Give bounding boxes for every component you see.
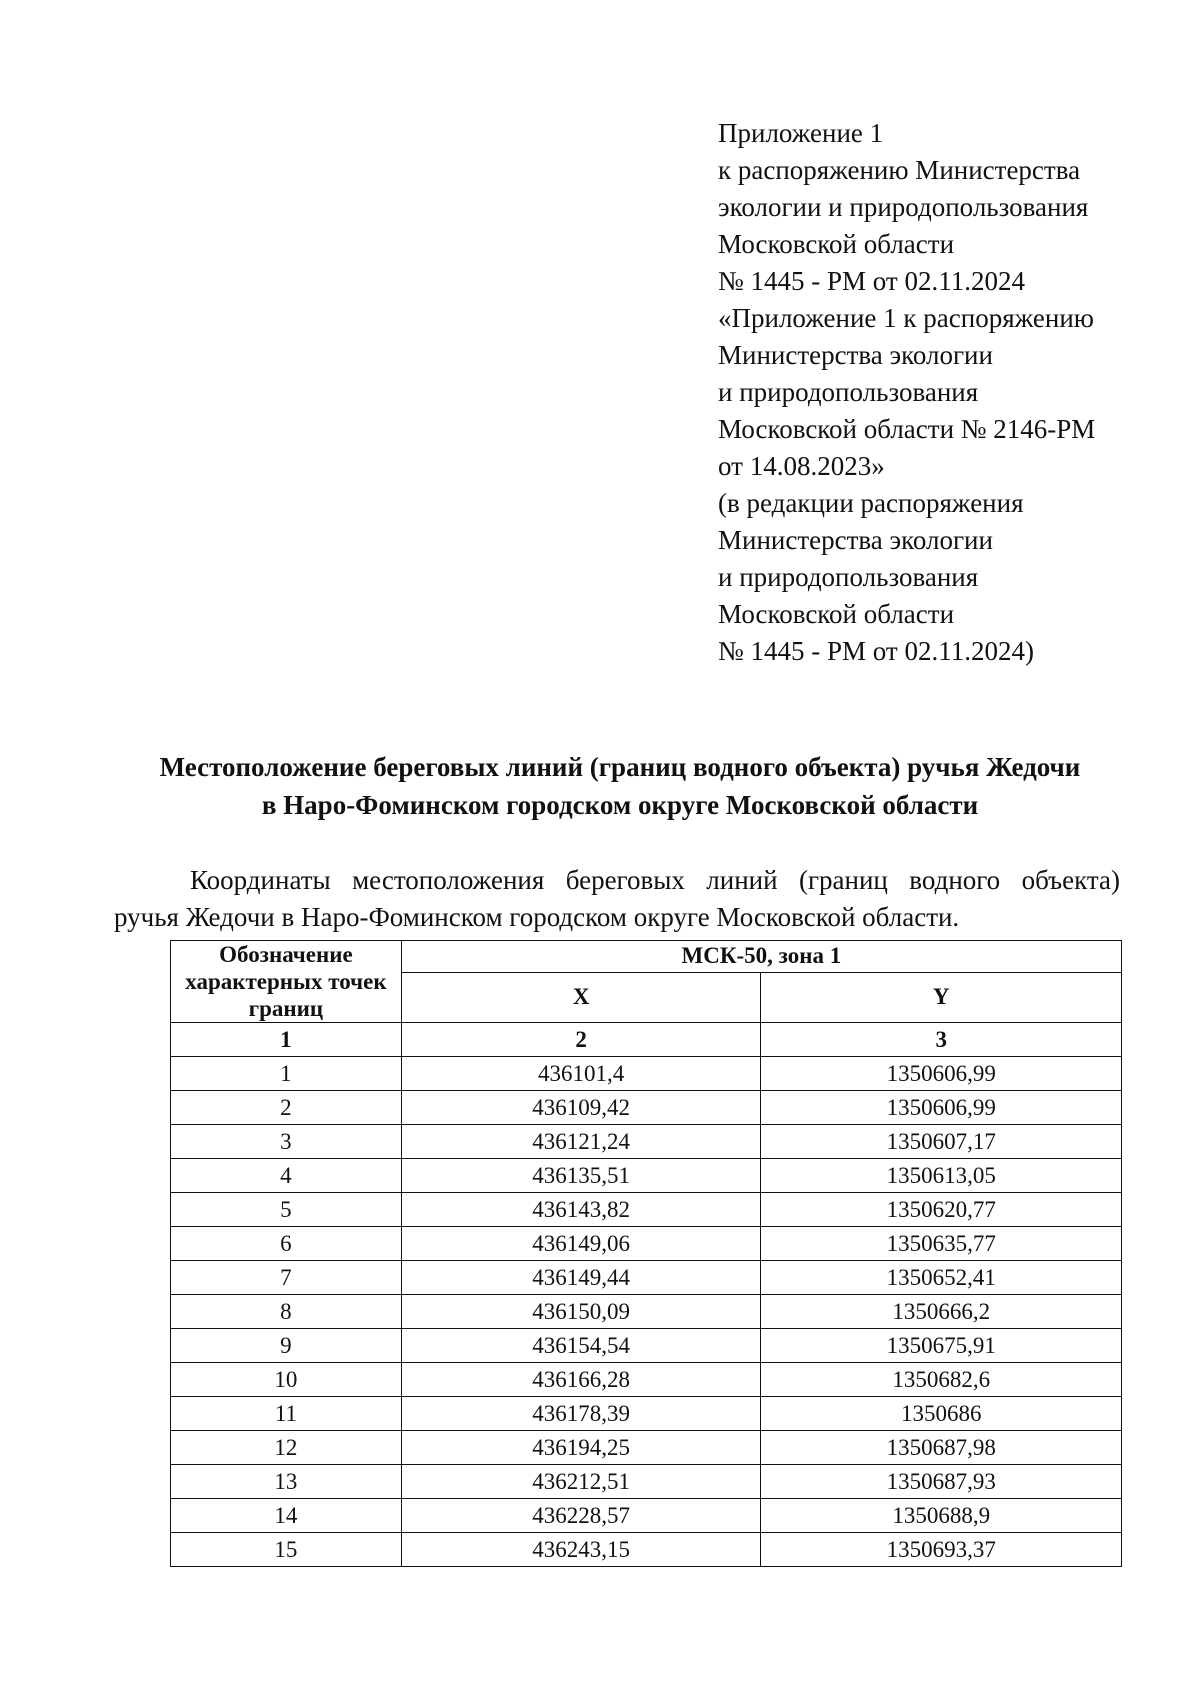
x-cell: 436101,4 [401, 1057, 761, 1091]
x-cell: 436228,57 [401, 1499, 761, 1533]
table-row [171, 1091, 1122, 1125]
table-row [171, 1363, 1122, 1397]
annex-line: Московской области № 2146-РМ [718, 414, 1096, 444]
x-cell: 436143,82 [401, 1193, 761, 1227]
point-cell: 13 [171, 1465, 402, 1499]
table-row [171, 1465, 1122, 1499]
table-body [171, 1057, 1122, 1567]
annex-line: к распоряжению Министерства [718, 155, 1081, 185]
point-cell: 2 [171, 1091, 402, 1125]
x-cell: 436135,51 [401, 1159, 761, 1193]
table-row [171, 1533, 1122, 1567]
column-number: 1 [171, 1023, 402, 1057]
point-cell: 15 [171, 1533, 402, 1567]
x-cell: 436121,24 [401, 1125, 761, 1159]
annex-line: «Приложение 1 к распоряжению [718, 303, 1094, 333]
point-cell: 5 [171, 1193, 402, 1227]
header-y: Y [761, 972, 1122, 1022]
table-row [171, 1499, 1122, 1533]
y-cell: 1350635,77 [761, 1227, 1122, 1261]
table-row [171, 1329, 1122, 1363]
y-cell: 1350606,99 [761, 1057, 1122, 1091]
x-cell: 436212,51 [401, 1465, 761, 1499]
table-row [171, 1125, 1122, 1159]
column-number: 3 [761, 1023, 1122, 1057]
point-cell: 14 [171, 1499, 402, 1533]
intro-line-1: Координаты местоположения береговых линий (границ водного объекта) [190, 865, 1120, 895]
header-x: X [401, 972, 761, 1022]
table-row [171, 1261, 1122, 1295]
table-row [171, 1431, 1122, 1465]
intro-paragraph [114, 862, 1120, 936]
x-cell: 436150,09 [401, 1295, 761, 1329]
y-cell: 1350686 [761, 1397, 1122, 1431]
column-number: 2 [401, 1023, 761, 1057]
table-row [171, 1397, 1122, 1431]
y-cell: 1350606,99 [761, 1091, 1122, 1125]
point-cell: 10 [171, 1363, 402, 1397]
y-cell: 1350682,6 [761, 1363, 1122, 1397]
x-cell: 436194,25 [401, 1431, 761, 1465]
coordinates-table [170, 940, 1122, 1567]
table-row [171, 1227, 1122, 1261]
point-cell: 4 [171, 1159, 402, 1193]
x-cell: 436154,54 [401, 1329, 761, 1363]
annex-line: № 1445 - РМ от 02.11.2024) [718, 636, 1034, 666]
point-cell: 6 [171, 1227, 402, 1261]
annex-line: № 1445 - РМ от 02.11.2024 [718, 266, 1025, 296]
y-cell: 1350675,91 [761, 1329, 1122, 1363]
table-row [171, 1057, 1122, 1091]
x-cell: 436178,39 [401, 1397, 761, 1431]
table-row [171, 1295, 1122, 1329]
x-cell: 436149,44 [401, 1261, 761, 1295]
annex-line: Приложение 1 [718, 118, 884, 148]
y-cell: 1350687,93 [761, 1465, 1122, 1499]
point-cell: 11 [171, 1397, 402, 1431]
y-cell: 1350687,98 [761, 1431, 1122, 1465]
document-title [100, 748, 1140, 824]
point-cell: 3 [171, 1125, 402, 1159]
annex-line: от 14.08.2023» [718, 451, 885, 481]
annex-line: (в редакции распоряжения [718, 488, 1024, 518]
intro-line-2: ручья Жедочи в Наро-Фоминском городском округе Московской области. [114, 902, 960, 932]
title-line-2: в Наро-Фоминском городском округе Московской области [261, 790, 979, 820]
annex-line: и природопользования [718, 377, 979, 407]
x-cell: 436243,15 [401, 1533, 761, 1567]
x-cell: 436149,06 [401, 1227, 761, 1261]
header-points: Обозначение характерных точек границ [171, 941, 402, 1023]
annex-line: экологии и природопользования [718, 192, 1089, 222]
y-cell: 1350688,9 [761, 1499, 1122, 1533]
header-coordinate-system: МСК-50, зона 1 [401, 941, 1121, 973]
y-cell: 1350607,17 [761, 1125, 1122, 1159]
point-cell: 8 [171, 1295, 402, 1329]
y-cell: 1350652,41 [761, 1261, 1122, 1295]
annex-line: Московской области [718, 599, 955, 629]
point-cell: 1 [171, 1057, 402, 1091]
y-cell: 1350666,2 [761, 1295, 1122, 1329]
y-cell: 1350620,77 [761, 1193, 1122, 1227]
annex-line: и природопользования [718, 562, 979, 592]
x-cell: 436166,28 [401, 1363, 761, 1397]
annex-header [718, 115, 1158, 670]
point-cell: 7 [171, 1261, 402, 1295]
y-cell: 1350693,37 [761, 1533, 1122, 1567]
title-line-1: Местоположение береговых линий (границ водного объекта) ручья Жедочи [159, 752, 1081, 782]
y-cell: 1350613,05 [761, 1159, 1122, 1193]
point-cell: 12 [171, 1431, 402, 1465]
annex-line: Московской области [718, 229, 955, 259]
table-row [171, 1159, 1122, 1193]
x-cell: 436109,42 [401, 1091, 761, 1125]
table-row [171, 1193, 1122, 1227]
point-cell: 9 [171, 1329, 402, 1363]
annex-line: Министерства экологии [718, 340, 993, 370]
annex-line: Министерства экологии [718, 525, 993, 555]
